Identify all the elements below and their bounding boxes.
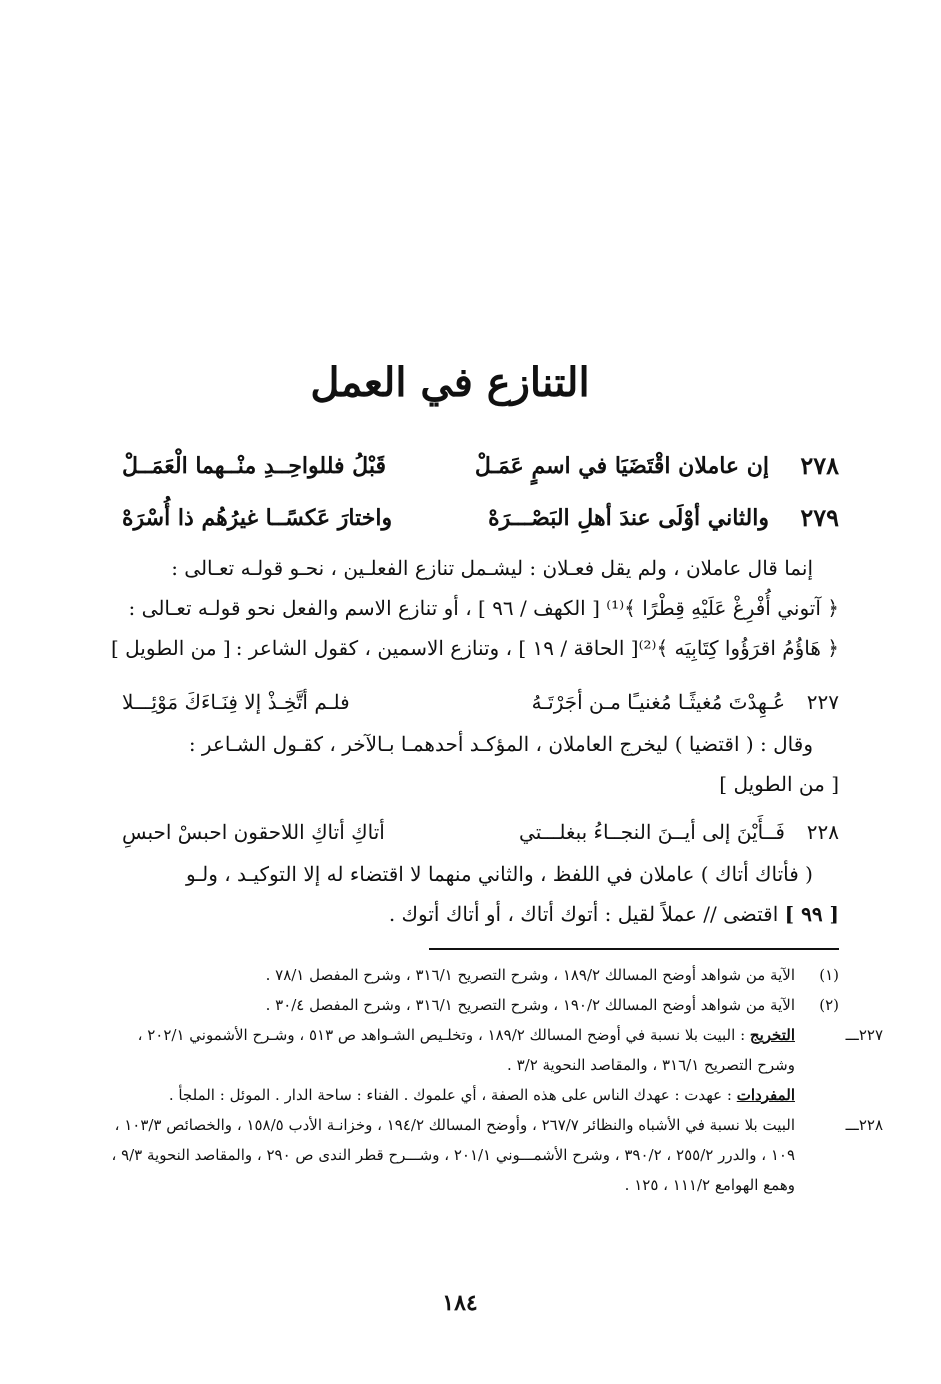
commentary-paragraph-3 — [111, 854, 839, 934]
page-number: ١٨٤ — [442, 1290, 478, 1316]
verse-number: ٢٧٨ — [800, 451, 839, 480]
verse-first-half: إن عاملان اقْتَضَيَا في اسمٍ عَمَـلْ — [474, 453, 769, 479]
paragraph-line: وقال : ( اقتضيا ) ليخرج العاملان ، المؤكـد أحدهمـا بـالآخر ، كقـول الشـاعر : — [188, 732, 813, 756]
verse-second-half: واختارَ عَكسًــا غيرُهُم ذا أُسْرَهْ — [122, 505, 393, 531]
footnote-label: التخريج — [749, 1026, 795, 1044]
commentary-paragraph-2 — [111, 724, 839, 804]
paragraph-line: ( فأتاك أتاك ) عاملان في اللفظ ، والثاني منهما لا اقتضاء له إلا التوكيـد ، ولـو — [185, 862, 813, 886]
poem-first-half: عُـهِدْتَ مُغيثًـا مُغنيـًا مـن أجَرْتَـهُ — [531, 690, 785, 714]
poem-number: ٢٢٧ — [806, 690, 839, 714]
poem-second-half: أتاكِ أتاكِ اللاحقون احبسْ احبسِ — [122, 820, 385, 844]
paragraph-line — [111, 628, 839, 668]
footnote-2 — [99, 990, 839, 1020]
verse-second-half: قَبْلُ فللواحِــدِ منْــهما الْعَمَــلْ — [122, 453, 386, 479]
footnote-1 — [99, 960, 839, 990]
footnote-227-takhrij — [99, 1020, 883, 1080]
footnote-text: الآية من شواهد أوضح المسالك ١٩٠/٢ ، وشرح التصريح ٣١٦/١ ، وشرح المفصل ٣٠/٤ . — [265, 996, 795, 1014]
paragraph-text: اقتضى // عملاً لقيل : أتوك أتاك ، أو أتاك أتوك . — [388, 902, 779, 926]
footnote-text: الآية من شواهد أوضح المسالك ١٨٩/٢ ، وشرح التصريح ٣١٦/١ ، وشرح المفصل ٧٨/١ . — [265, 966, 795, 984]
meter-label: [ من الطويل ] — [719, 772, 839, 796]
footnote-label: المفردات — [736, 1086, 795, 1104]
verse-number: ٢٧٩ — [800, 503, 839, 532]
chapter-title: التنازع في العمل — [310, 358, 590, 406]
paragraph-line: ﴿ آتوني أُفْرِغْ عَلَيْهِ قِطْرًا ﴾⁽¹⁾ [ الكهف / ٩٦ ] ، أو تنازع الاسم والفعل نحو قولـه تعـالى : — [128, 596, 839, 620]
poem-228 — [122, 812, 839, 852]
verse-first-half: والثاني أوْلَى عندَ أهلِ البَصْـــرَهْ — [488, 505, 769, 531]
paragraph-line: إنما قال عاملان ، ولم يقل فعـلان : ليشـمل تنازع الفعلـين ، نحـو قولـه تعـالى : — [171, 556, 813, 580]
footnote-number: (٢) — [819, 996, 839, 1014]
footnote-number: ٢٢٨ـــ — [845, 1116, 883, 1134]
poem-first-half: فَــأَيْنَ إلى أيــنَ النجــاءُ ببغلـــتي — [519, 820, 785, 844]
poem-second-half: فلـم أتَّخِـذْ إلا فِنَـاءَكَ مَوْئِـــلا — [122, 690, 350, 714]
footnote-227-vocabulary — [99, 1080, 839, 1110]
paragraph-line — [111, 894, 839, 934]
footnote-number: ٢٢٧ـــ — [845, 1026, 883, 1044]
footnote-text: : البيت بلا نسبة في أوضح المسالك ١٨٩/٢ ، وتخلـيص الشـواهد ص ٥١٣ ، وشـرح الأشموني ٢٠٢/١ ، وشرح التصريح ٣١٦/١ ، والمقاصد النحوية ٣/٢ . — [137, 1026, 795, 1074]
meter-label: [ من الطويل ] — [111, 636, 231, 660]
footnote-228 — [99, 1110, 883, 1200]
verse-278 — [122, 444, 839, 488]
paragraph-text: ﴿ هَاؤُمُ اقرَؤُوا كِتَابِيَه ﴾⁽²⁾[ الحاقة / ١٩ ] ، وتنازع الاسمين ، كقول الشاعر : — [235, 636, 839, 660]
footnote-number: (١) — [819, 966, 839, 984]
footnote-separator — [429, 948, 839, 950]
footnotes — [99, 960, 883, 1200]
verse-279 — [122, 496, 839, 540]
footnote-text: البيت بلا نسبة في الأشباه والنظائر ٢٦٧/٧ ، وأوضح المسالك ١٩٤/٢ ، وخزانـة الأدب ١٥٨/٥ ، والخصائص ١٠٣/٣ ، ١٠٩ ، والدرر ٢٥٥/٢ ، ٣٩٠/٢ ، وشرح الأشمـــوني ٢٠١/١ ، وشـــرح قطر الندى ص ٢٩٠ ، والمقاصد النحوية ٩/٣ ، وهمع الهوامع ١١١/٢ ، ١٢٥ . — [111, 1116, 795, 1194]
poem-number: ٢٢٨ — [806, 820, 839, 844]
footnote-text: : عهدت : عهدك الناس على هذه الصفة ، أي علموك . الفناء : ساحة الدار . الموئل : الملجأ . — [168, 1086, 732, 1104]
commentary-paragraph-1 — [111, 548, 839, 668]
original-page-reference: [ ٩٩ ] — [784, 902, 839, 926]
poem-227 — [122, 682, 839, 722]
